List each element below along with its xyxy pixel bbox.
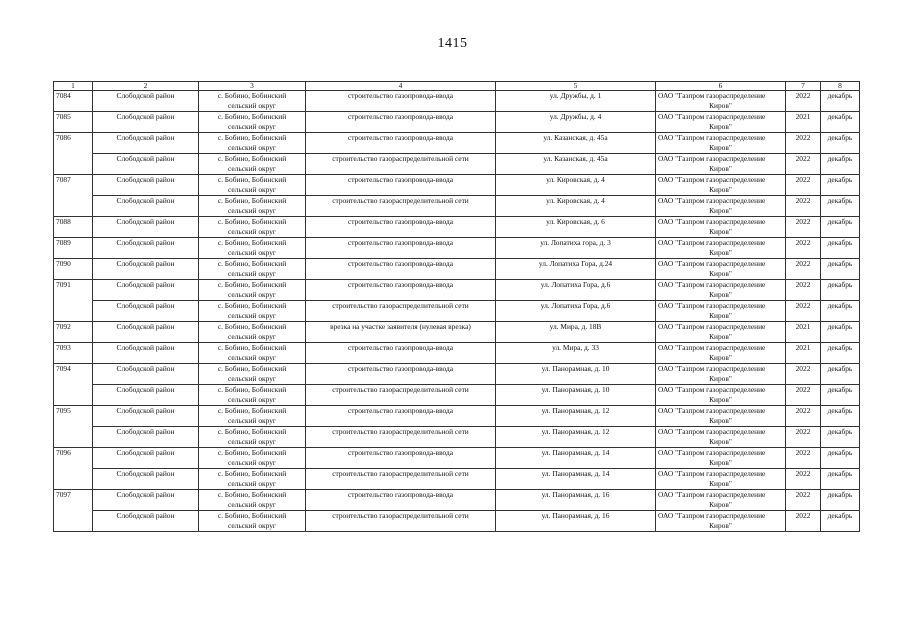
settlement-line: с. Бобино, Бобинский bbox=[217, 343, 287, 352]
record-number-cell: 7097 bbox=[54, 490, 93, 532]
organization-cell bbox=[656, 196, 786, 217]
settlement-line: с. Бобино, Бобинский bbox=[217, 322, 287, 331]
address-cell: ул. Панорамная, д. 16 bbox=[496, 511, 656, 532]
organization-line: Киров" bbox=[709, 521, 732, 530]
settlement-line: с. Бобино, Бобинский bbox=[217, 91, 287, 100]
settlement-cell bbox=[199, 343, 306, 364]
table-row bbox=[54, 490, 860, 511]
organization-line: ОАО "Газпром газораспределение bbox=[658, 322, 766, 331]
work-type-cell: строительство газораспределительной сети bbox=[306, 511, 496, 532]
address-cell: ул. Лопатиха Гора, д.6 bbox=[496, 280, 656, 301]
record-number-cell: 7096 bbox=[54, 448, 93, 490]
settlement-line: с. Бобино, Бобинский bbox=[217, 175, 287, 184]
month-cell: декабрь bbox=[821, 175, 860, 196]
address-cell: ул. Панорамная, д. 10 bbox=[496, 364, 656, 385]
table-row bbox=[54, 238, 860, 259]
column-number: 5 bbox=[496, 82, 656, 91]
organization-cell bbox=[656, 343, 786, 364]
district-cell: Слободской район bbox=[93, 133, 199, 154]
record-number-cell: 7093 bbox=[54, 343, 93, 364]
year-cell: 2022 bbox=[786, 91, 821, 112]
settlement-line: с. Бобино, Бобинский bbox=[217, 406, 287, 415]
organization-line: Киров" bbox=[709, 290, 732, 299]
organization-cell bbox=[656, 133, 786, 154]
organization-line: Киров" bbox=[709, 206, 732, 215]
work-type-cell: врезка на участке заявителя (нулевая врезка) bbox=[306, 322, 496, 343]
year-cell: 2021 bbox=[786, 343, 821, 364]
district-cell: Слободской район bbox=[93, 301, 199, 322]
year-cell: 2022 bbox=[786, 301, 821, 322]
organization-cell bbox=[656, 259, 786, 280]
address-cell: ул. Панорамная, д. 12 bbox=[496, 406, 656, 427]
column-number: 2 bbox=[93, 82, 199, 91]
month-cell: декабрь bbox=[821, 322, 860, 343]
settlement-line: с. Бобино, Бобинский bbox=[217, 280, 287, 289]
settlement-line: сельский округ bbox=[228, 395, 276, 404]
organization-line: ОАО "Газпром газораспределение bbox=[658, 427, 766, 436]
organization-cell bbox=[656, 427, 786, 448]
settlement-line: сельский округ bbox=[228, 437, 276, 446]
work-type-cell: строительство газопровода-ввода bbox=[306, 175, 496, 196]
settlement-cell bbox=[199, 427, 306, 448]
settlement-cell bbox=[199, 133, 306, 154]
address-cell: ул. Казанская, д. 45а bbox=[496, 133, 656, 154]
organization-cell bbox=[656, 490, 786, 511]
year-cell: 2022 bbox=[786, 364, 821, 385]
settlement-line: с. Бобино, Бобинский bbox=[217, 154, 287, 163]
organization-line: ОАО "Газпром газораспределение bbox=[658, 259, 766, 268]
year-cell: 2022 bbox=[786, 133, 821, 154]
settlement-line: сельский округ bbox=[228, 269, 276, 278]
organization-line: Киров" bbox=[709, 248, 732, 257]
organization-line: Киров" bbox=[709, 458, 732, 467]
work-type-cell: строительство газопровода-ввода bbox=[306, 343, 496, 364]
work-type-cell: строительство газопровода-ввода bbox=[306, 112, 496, 133]
month-cell: декабрь bbox=[821, 343, 860, 364]
record-number-cell: 7094 bbox=[54, 364, 93, 406]
record-number-cell: 7092 bbox=[54, 322, 93, 343]
district-cell: Слободской район bbox=[93, 364, 199, 385]
settlement-line: сельский округ bbox=[228, 227, 276, 236]
settlement-line: с. Бобино, Бобинский bbox=[217, 364, 287, 373]
organization-line: ОАО "Газпром газораспределение bbox=[658, 448, 766, 457]
district-cell: Слободской район bbox=[93, 490, 199, 511]
column-number: 6 bbox=[656, 82, 786, 91]
district-cell: Слободской район bbox=[93, 322, 199, 343]
table-row bbox=[54, 385, 860, 406]
record-number-cell: 7090 bbox=[54, 259, 93, 280]
organization-line: Киров" bbox=[709, 374, 732, 383]
settlement-cell bbox=[199, 259, 306, 280]
settlement-line: сельский округ bbox=[228, 143, 276, 152]
year-cell: 2022 bbox=[786, 217, 821, 238]
organization-line: ОАО "Газпром газораспределение bbox=[658, 343, 766, 352]
month-cell: декабрь bbox=[821, 154, 860, 175]
organization-line: ОАО "Газпром газораспределение bbox=[658, 280, 766, 289]
district-cell: Слободской район bbox=[93, 112, 199, 133]
district-cell: Слободской район bbox=[93, 385, 199, 406]
registry-table bbox=[53, 81, 860, 532]
year-cell: 2022 bbox=[786, 448, 821, 469]
district-cell: Слободской район bbox=[93, 448, 199, 469]
organization-line: ОАО "Газпром газораспределение bbox=[658, 154, 766, 163]
work-type-cell: строительство газопровода-ввода bbox=[306, 217, 496, 238]
address-cell: ул. Панорамная, д. 10 bbox=[496, 385, 656, 406]
organization-cell bbox=[656, 364, 786, 385]
settlement-cell bbox=[199, 406, 306, 427]
table-body bbox=[54, 82, 860, 532]
organization-line: Киров" bbox=[709, 500, 732, 509]
settlement-line: с. Бобино, Бобинский bbox=[217, 469, 287, 478]
settlement-line: сельский округ bbox=[228, 164, 276, 173]
settlement-line: сельский округ bbox=[228, 416, 276, 425]
organization-line: Киров" bbox=[709, 122, 732, 131]
organization-cell bbox=[656, 469, 786, 490]
table-row bbox=[54, 196, 860, 217]
organization-line: ОАО "Газпром газораспределение bbox=[658, 406, 766, 415]
organization-line: ОАО "Газпром газораспределение bbox=[658, 511, 766, 520]
work-type-cell: строительство газопровода-ввода bbox=[306, 364, 496, 385]
settlement-line: сельский округ bbox=[228, 353, 276, 362]
table-row bbox=[54, 217, 860, 238]
work-type-cell: строительство газораспределительной сети bbox=[306, 154, 496, 175]
settlement-line: сельский округ bbox=[228, 479, 276, 488]
column-number-row bbox=[54, 82, 860, 91]
table-row bbox=[54, 301, 860, 322]
settlement-line: сельский округ bbox=[228, 500, 276, 509]
organization-line: ОАО "Газпром газораспределение bbox=[658, 196, 766, 205]
district-cell: Слободской район bbox=[93, 196, 199, 217]
settlement-cell bbox=[199, 490, 306, 511]
year-cell: 2022 bbox=[786, 469, 821, 490]
organization-line: Киров" bbox=[709, 395, 732, 404]
year-cell: 2021 bbox=[786, 112, 821, 133]
settlement-line: с. Бобино, Бобинский bbox=[217, 301, 287, 310]
work-type-cell: строительство газораспределительной сети bbox=[306, 301, 496, 322]
settlement-cell bbox=[199, 469, 306, 490]
record-number-cell: 7089 bbox=[54, 238, 93, 259]
district-cell: Слободской район bbox=[93, 343, 199, 364]
column-number: 8 bbox=[821, 82, 860, 91]
column-number: 3 bbox=[199, 82, 306, 91]
month-cell: декабрь bbox=[821, 364, 860, 385]
month-cell: декабрь bbox=[821, 469, 860, 490]
organization-cell bbox=[656, 280, 786, 301]
organization-line: ОАО "Газпром газораспределение bbox=[658, 175, 766, 184]
address-cell: ул. Кировская, д. 6 bbox=[496, 217, 656, 238]
year-cell: 2021 bbox=[786, 322, 821, 343]
organization-line: Киров" bbox=[709, 185, 732, 194]
record-number-cell: 7088 bbox=[54, 217, 93, 238]
district-cell: Слободской район bbox=[93, 511, 199, 532]
settlement-line: с. Бобино, Бобинский bbox=[217, 217, 287, 226]
work-type-cell: строительство газопровода-ввода bbox=[306, 91, 496, 112]
settlement-line: с. Бобино, Бобинский bbox=[217, 490, 287, 499]
district-cell: Слободской район bbox=[93, 469, 199, 490]
organization-cell bbox=[656, 301, 786, 322]
table-row bbox=[54, 112, 860, 133]
record-number-cell: 7095 bbox=[54, 406, 93, 448]
district-cell: Слободской район bbox=[93, 280, 199, 301]
address-cell: ул. Панорамная, д. 16 bbox=[496, 490, 656, 511]
settlement-line: сельский округ bbox=[228, 248, 276, 257]
district-cell: Слободской район bbox=[93, 91, 199, 112]
settlement-line: с. Бобино, Бобинский bbox=[217, 259, 287, 268]
address-cell: ул. Кировская, д. 4 bbox=[496, 196, 656, 217]
organization-line: Киров" bbox=[709, 416, 732, 425]
address-cell: ул. Мира, д. 33 bbox=[496, 343, 656, 364]
month-cell: декабрь bbox=[821, 427, 860, 448]
address-cell: ул. Лопатиха Гора, д.6 bbox=[496, 301, 656, 322]
settlement-line: с. Бобино, Бобинский bbox=[217, 112, 287, 121]
work-type-cell: строительство газопровода-ввода bbox=[306, 280, 496, 301]
address-cell: ул. Лопатиха гора, д. 3 bbox=[496, 238, 656, 259]
month-cell: декабрь bbox=[821, 490, 860, 511]
month-cell: декабрь bbox=[821, 511, 860, 532]
organization-line: ОАО "Газпром газораспределение bbox=[658, 301, 766, 310]
month-cell: декабрь bbox=[821, 280, 860, 301]
record-number-cell: 7086 bbox=[54, 133, 93, 175]
address-cell: ул. Панорамная, д. 14 bbox=[496, 448, 656, 469]
organization-line: Киров" bbox=[709, 332, 732, 341]
settlement-line: сельский округ bbox=[228, 122, 276, 131]
settlement-cell bbox=[199, 448, 306, 469]
address-cell: ул. Дружбы, д. 1 bbox=[496, 91, 656, 112]
organization-cell bbox=[656, 91, 786, 112]
organization-line: Киров" bbox=[709, 479, 732, 488]
month-cell: декабрь bbox=[821, 259, 860, 280]
organization-cell bbox=[656, 154, 786, 175]
address-cell: ул. Панорамная, д. 14 bbox=[496, 469, 656, 490]
organization-cell bbox=[656, 406, 786, 427]
table-row bbox=[54, 364, 860, 385]
table-row bbox=[54, 280, 860, 301]
district-cell: Слободской район bbox=[93, 175, 199, 196]
work-type-cell: строительство газопровода-ввода bbox=[306, 490, 496, 511]
month-cell: декабрь bbox=[821, 91, 860, 112]
settlement-line: сельский округ bbox=[228, 458, 276, 467]
table-row bbox=[54, 133, 860, 154]
month-cell: декабрь bbox=[821, 196, 860, 217]
settlement-line: сельский округ bbox=[228, 374, 276, 383]
year-cell: 2022 bbox=[786, 406, 821, 427]
year-cell: 2022 bbox=[786, 154, 821, 175]
settlement-line: с. Бобино, Бобинский bbox=[217, 196, 287, 205]
settlement-line: сельский округ bbox=[228, 185, 276, 194]
month-cell: декабрь bbox=[821, 448, 860, 469]
table-row bbox=[54, 343, 860, 364]
table-row bbox=[54, 427, 860, 448]
district-cell: Слободской район bbox=[93, 154, 199, 175]
organization-cell bbox=[656, 238, 786, 259]
address-cell: ул. Лопатиха Гора, д.24 bbox=[496, 259, 656, 280]
settlement-line: с. Бобино, Бобинский bbox=[217, 133, 287, 142]
settlement-line: с. Бобино, Бобинский bbox=[217, 511, 287, 520]
organization-cell bbox=[656, 511, 786, 532]
month-cell: декабрь bbox=[821, 133, 860, 154]
organization-cell bbox=[656, 322, 786, 343]
table-row bbox=[54, 154, 860, 175]
settlement-line: сельский округ bbox=[228, 332, 276, 341]
district-cell: Слободской район bbox=[93, 217, 199, 238]
record-number-cell: 7085 bbox=[54, 112, 93, 133]
settlement-cell bbox=[199, 175, 306, 196]
table-row bbox=[54, 511, 860, 532]
table-row bbox=[54, 91, 860, 112]
work-type-cell: строительство газораспределительной сети bbox=[306, 469, 496, 490]
organization-line: ОАО "Газпром газораспределение bbox=[658, 217, 766, 226]
column-number: 4 bbox=[306, 82, 496, 91]
year-cell: 2022 bbox=[786, 427, 821, 448]
settlement-line: с. Бобино, Бобинский bbox=[217, 385, 287, 394]
month-cell: декабрь bbox=[821, 112, 860, 133]
address-cell: ул. Панорамная, д. 12 bbox=[496, 427, 656, 448]
work-type-cell: строительство газопровода-ввода bbox=[306, 406, 496, 427]
organization-line: Киров" bbox=[709, 269, 732, 278]
settlement-line: сельский округ bbox=[228, 290, 276, 299]
table-row bbox=[54, 406, 860, 427]
organization-cell bbox=[656, 175, 786, 196]
month-cell: декабрь bbox=[821, 406, 860, 427]
year-cell: 2022 bbox=[786, 490, 821, 511]
table-row bbox=[54, 175, 860, 196]
settlement-cell bbox=[199, 322, 306, 343]
year-cell: 2022 bbox=[786, 280, 821, 301]
page-number: 1415 bbox=[437, 36, 468, 51]
table-row bbox=[54, 469, 860, 490]
table-row bbox=[54, 448, 860, 469]
organization-line: ОАО "Газпром газораспределение bbox=[658, 238, 766, 247]
work-type-cell: строительство газопровода-ввода bbox=[306, 259, 496, 280]
settlement-cell bbox=[199, 280, 306, 301]
organization-line: Киров" bbox=[709, 311, 732, 320]
work-type-cell: строительство газораспределительной сети bbox=[306, 196, 496, 217]
settlement-cell bbox=[199, 364, 306, 385]
organization-line: Киров" bbox=[709, 227, 732, 236]
work-type-cell: строительство газопровода-ввода bbox=[306, 448, 496, 469]
organization-line: Киров" bbox=[709, 164, 732, 173]
settlement-line: с. Бобино, Бобинский bbox=[217, 238, 287, 247]
district-cell: Слободской район bbox=[93, 406, 199, 427]
organization-line: ОАО "Газпром газораспределение bbox=[658, 91, 766, 100]
organization-line: Киров" bbox=[709, 101, 732, 110]
year-cell: 2022 bbox=[786, 259, 821, 280]
organization-line: ОАО "Газпром газораспределение bbox=[658, 385, 766, 394]
settlement-cell bbox=[199, 385, 306, 406]
district-cell: Слободской район bbox=[93, 259, 199, 280]
settlement-cell bbox=[199, 91, 306, 112]
record-number-cell: 7084 bbox=[54, 91, 93, 112]
address-cell: ул. Дружбы, д. 4 bbox=[496, 112, 656, 133]
settlement-cell bbox=[199, 238, 306, 259]
organization-line: ОАО "Газпром газораспределение bbox=[658, 112, 766, 121]
month-cell: декабрь bbox=[821, 217, 860, 238]
district-cell: Слободской район bbox=[93, 238, 199, 259]
settlement-line: сельский округ bbox=[228, 206, 276, 215]
column-number: 7 bbox=[786, 82, 821, 91]
organization-cell bbox=[656, 448, 786, 469]
organization-cell bbox=[656, 112, 786, 133]
month-cell: декабрь bbox=[821, 238, 860, 259]
year-cell: 2022 bbox=[786, 175, 821, 196]
work-type-cell: строительство газопровода-ввода bbox=[306, 238, 496, 259]
year-cell: 2022 bbox=[786, 511, 821, 532]
organization-cell bbox=[656, 385, 786, 406]
settlement-cell bbox=[199, 511, 306, 532]
settlement-cell bbox=[199, 217, 306, 238]
organization-line: ОАО "Газпром газораспределение bbox=[658, 133, 766, 142]
organization-cell bbox=[656, 217, 786, 238]
organization-line: ОАО "Газпром газораспределение bbox=[658, 469, 766, 478]
settlement-line: с. Бобино, Бобинский bbox=[217, 448, 287, 457]
month-cell: декабрь bbox=[821, 301, 860, 322]
address-cell: ул. Мира, д. 18В bbox=[496, 322, 656, 343]
settlement-cell bbox=[199, 301, 306, 322]
year-cell: 2022 bbox=[786, 196, 821, 217]
work-type-cell: строительство газораспределительной сети bbox=[306, 427, 496, 448]
organization-line: ОАО "Газпром газораспределение bbox=[658, 364, 766, 373]
table-row bbox=[54, 322, 860, 343]
table-row bbox=[54, 259, 860, 280]
district-cell: Слободской район bbox=[93, 427, 199, 448]
settlement-line: с. Бобино, Бобинский bbox=[217, 427, 287, 436]
organization-line: Киров" bbox=[709, 143, 732, 152]
organization-line: Киров" bbox=[709, 437, 732, 446]
month-cell: декабрь bbox=[821, 385, 860, 406]
record-number-cell: 7087 bbox=[54, 175, 93, 217]
settlement-line: сельский округ bbox=[228, 521, 276, 530]
organization-line: ОАО "Газпром газораспределение bbox=[658, 490, 766, 499]
year-cell: 2022 bbox=[786, 385, 821, 406]
organization-line: Киров" bbox=[709, 353, 732, 362]
settlement-cell bbox=[199, 154, 306, 175]
settlement-line: сельский округ bbox=[228, 311, 276, 320]
address-cell: ул. Кировская, д. 4 bbox=[496, 175, 656, 196]
work-type-cell: строительство газораспределительной сети bbox=[306, 385, 496, 406]
settlement-line: сельский округ bbox=[228, 101, 276, 110]
settlement-cell bbox=[199, 112, 306, 133]
record-number-cell: 7091 bbox=[54, 280, 93, 322]
address-cell: ул. Казанская, д. 45а bbox=[496, 154, 656, 175]
year-cell: 2022 bbox=[786, 238, 821, 259]
work-type-cell: строительство газопровода-ввода bbox=[306, 133, 496, 154]
settlement-cell bbox=[199, 196, 306, 217]
column-number: 1 bbox=[54, 82, 93, 91]
